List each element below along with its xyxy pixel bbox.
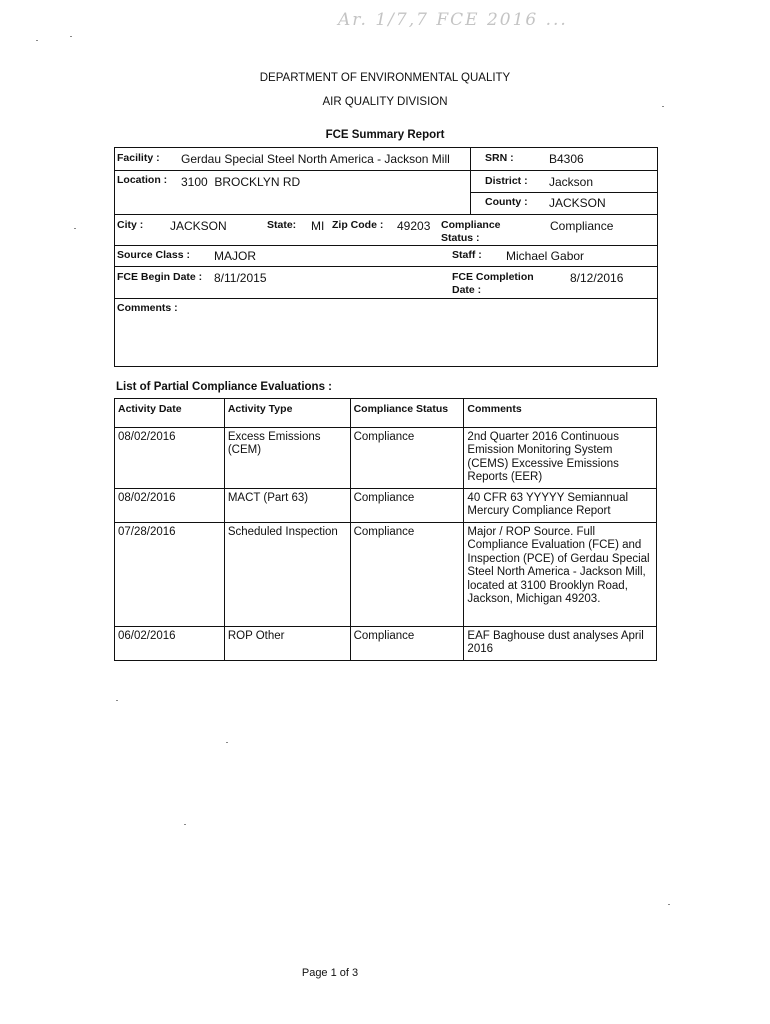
- cell-comments: Major / ROP Source. Full Compliance Evaluation (FCE) and Inspection (PCE) of Gerdau Special Steel North America - Jackson Mill, located at 3100 Brooklyn Road, Jackson, Michigan 49203.: [464, 522, 657, 626]
- page-number: Page 1 of 3: [301, 967, 359, 979]
- district-label: District :: [485, 175, 528, 187]
- scan-speck: [226, 742, 228, 743]
- scan-speck: [116, 700, 118, 701]
- table-header-row: [115, 399, 657, 428]
- cell-comments: 40 CFR 63 YYYYY Semiannual Mercury Compliance Report: [464, 488, 657, 522]
- divider: [114, 214, 658, 215]
- facility-label: Facility :: [117, 152, 160, 164]
- fce-begin-label: FCE Begin Date :: [117, 271, 203, 283]
- scan-speck: [668, 904, 670, 905]
- compliance-status-value: Compliance: [550, 219, 614, 233]
- cell-comments: 2nd Quarter 2016 Continuous Emission Monitoring System (CEMS) Excessive Emissions Reports (EER): [464, 427, 657, 488]
- comments-label: Comments :: [117, 302, 178, 314]
- source-class-value: MAJOR: [214, 249, 256, 263]
- staff-value: Michael Gabor: [506, 249, 585, 263]
- divider: [114, 298, 658, 299]
- table-row: [115, 522, 657, 626]
- cell-compliance-status: Compliance: [350, 488, 464, 522]
- divider: [114, 266, 658, 267]
- scan-speck: [74, 228, 76, 229]
- handwritten-note: Ar. 1/7,7 FCE 2016 ...: [338, 10, 568, 30]
- zip-value: 49203: [397, 219, 431, 233]
- cell-activity-type: MACT (Part 63): [224, 488, 350, 522]
- compliance-status-label-2: Status :: [441, 232, 480, 244]
- scan-speck: [184, 824, 186, 825]
- compliance-status-label: Compliance: [441, 219, 501, 231]
- state-label: State:: [267, 219, 297, 231]
- city-label: City :: [117, 219, 144, 231]
- cell-activity-date: 08/02/2016: [115, 427, 225, 488]
- divider: [470, 147, 471, 214]
- division-heading: AIR QUALITY DIVISION: [322, 96, 448, 108]
- department-heading: DEPARTMENT OF ENVIRONMENTAL QUALITY: [259, 72, 511, 84]
- divider: [470, 192, 658, 193]
- column-header-compliance-status: Compliance Status: [350, 399, 464, 428]
- fce-begin-value: 8/11/2015: [214, 271, 267, 285]
- cell-activity-date: 08/02/2016: [115, 488, 225, 522]
- fce-completion-value: 8/12/2016: [570, 271, 624, 285]
- pce-heading: List of Partial Compliance Evaluations :: [116, 381, 332, 393]
- table-row: [115, 488, 657, 522]
- srn-label: SRN :: [485, 152, 514, 164]
- srn-value: B4306: [549, 152, 584, 166]
- cell-activity-date: 07/28/2016: [115, 522, 225, 626]
- location-value: 3100 BROCKLYN RD: [181, 175, 301, 189]
- cell-compliance-status: Compliance: [350, 626, 464, 660]
- location-label: Location :: [117, 174, 168, 186]
- table-row: [115, 427, 657, 488]
- cell-activity-type: ROP Other: [224, 626, 350, 660]
- cell-compliance-status: Compliance: [350, 522, 464, 626]
- state-value: MI: [311, 219, 325, 233]
- column-header-activity-date: Activity Date: [115, 399, 225, 428]
- city-value: JACKSON: [170, 219, 227, 233]
- pce-table: [114, 398, 657, 661]
- facility-value: Gerdau Special Steel North America - Jackson Mill: [181, 152, 450, 166]
- county-value: JACKSON: [549, 196, 606, 210]
- cell-activity-type: Excess Emissions (CEM): [224, 427, 350, 488]
- divider: [114, 245, 658, 246]
- scan-speck: [70, 36, 72, 37]
- column-header-activity-type: Activity Type: [224, 399, 350, 428]
- scan-speck: [36, 40, 38, 41]
- table-row: [115, 626, 657, 660]
- fce-completion-label: FCE Completion: [452, 271, 534, 283]
- source-class-label: Source Class :: [117, 249, 190, 261]
- zip-label: Zip Code :: [332, 219, 384, 231]
- divider: [114, 170, 658, 171]
- cell-activity-date: 06/02/2016: [115, 626, 225, 660]
- column-header-comments: Comments: [464, 399, 657, 428]
- staff-label: Staff :: [452, 249, 482, 261]
- report-title: FCE Summary Report: [325, 129, 445, 141]
- county-label: County :: [485, 196, 528, 208]
- cell-activity-type: Scheduled Inspection: [224, 522, 350, 626]
- cell-comments: EAF Baghouse dust analyses April 2016: [464, 626, 657, 660]
- fce-completion-label-2: Date :: [452, 284, 482, 296]
- cell-compliance-status: Compliance: [350, 427, 464, 488]
- district-value: Jackson: [549, 175, 594, 189]
